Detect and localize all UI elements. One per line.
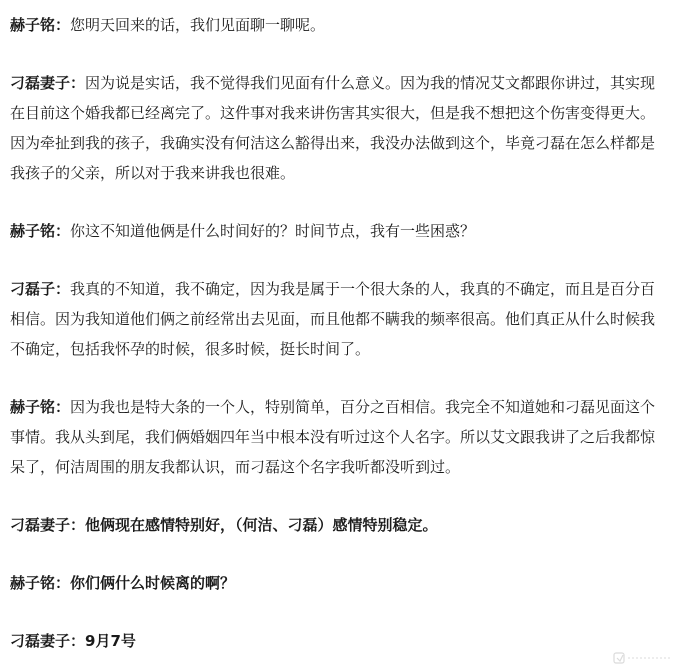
speaker-name: 刁磊妻子 xyxy=(10,632,71,650)
speaker-separator: ： xyxy=(55,16,71,34)
dialogue-text: 他俩现在感情特别好，（何洁、刁磊）感情特别稳定。 xyxy=(85,516,438,534)
speaker-name: 刁磊子 xyxy=(10,280,56,298)
speaker-separator: ： xyxy=(55,222,71,240)
speaker-name: 赫子铭 xyxy=(10,222,56,240)
dialogue-text: 因为说是实话，我不觉得我们见面有什么意义。因为我的情况艾文都跟你讲过，其实现在目前这个婚我都已经离完了。这件事对我来讲伤害其实很大，但是我不想把这个伤害变得更大。因为牵扯到我的孩子，我确实没有何洁这么豁得出来，我没办法做到这个，毕竟刁磊在怎么样都是我孩子的父亲，所以对于我来讲我也很难。 xyxy=(10,74,656,182)
dialogue-text: 因为我也是特大条的一个人，特别简单，百分之百相信。我完全不知道她和刁磊见面这个事情。我从头到尾，我们俩婚姻四年当中根本没有听过这个人名字。所以艾文跟我讲了之后我都惊呆了，何洁周围的朋友我都认识，而刁磊这个名字我听都没听到过。 xyxy=(10,398,656,476)
speaker-separator: ： xyxy=(55,280,71,298)
dialogue-line xyxy=(10,10,669,40)
dialogue-text: 我真的不知道，我不确定，因为我是属于一个很大条的人，我真的不确定，而且是百分百相信。因为我知道他们俩之前经常出去见面，而且他都不瞒我的频率很高。他们真正从什么时候我不确定，包括我怀孕的时候，很多时候，挺长时间了。 xyxy=(10,280,656,358)
dialogue-line xyxy=(10,216,669,246)
dialogue-line xyxy=(10,568,669,598)
dialogue-text: 您明天回来的话，我们见面聊一聊呢。 xyxy=(70,16,326,34)
speaker-separator: ： xyxy=(70,516,86,534)
speaker-separator: ： xyxy=(70,632,86,650)
speaker-name: 刁磊妻子 xyxy=(10,74,71,92)
dialogue-line xyxy=(10,68,669,188)
dialogue-line xyxy=(10,274,669,364)
dialogue-text: 你们俩什么时候离的啊？ xyxy=(70,574,236,592)
speaker-name: 赫子铭 xyxy=(10,574,56,592)
dialogue-line xyxy=(10,510,669,540)
site-watermark-logo-icon xyxy=(613,650,673,666)
speaker-name: 刁磊妻子 xyxy=(10,516,71,534)
speaker-separator: ： xyxy=(55,574,71,592)
speaker-name: 赫子铭 xyxy=(10,398,56,416)
dialogue-text: 你这不知道他俩是什么时间好的？时间节点，我有一些困惑？ xyxy=(70,222,476,240)
dialogue-line xyxy=(10,626,669,656)
speaker-name: 赫子铭 xyxy=(10,16,56,34)
speaker-separator: ： xyxy=(70,74,86,92)
dialogue-text: 9月7号 xyxy=(85,632,136,650)
dialogue-line xyxy=(10,392,669,482)
speaker-separator: ： xyxy=(55,398,71,416)
article-body xyxy=(10,10,669,656)
